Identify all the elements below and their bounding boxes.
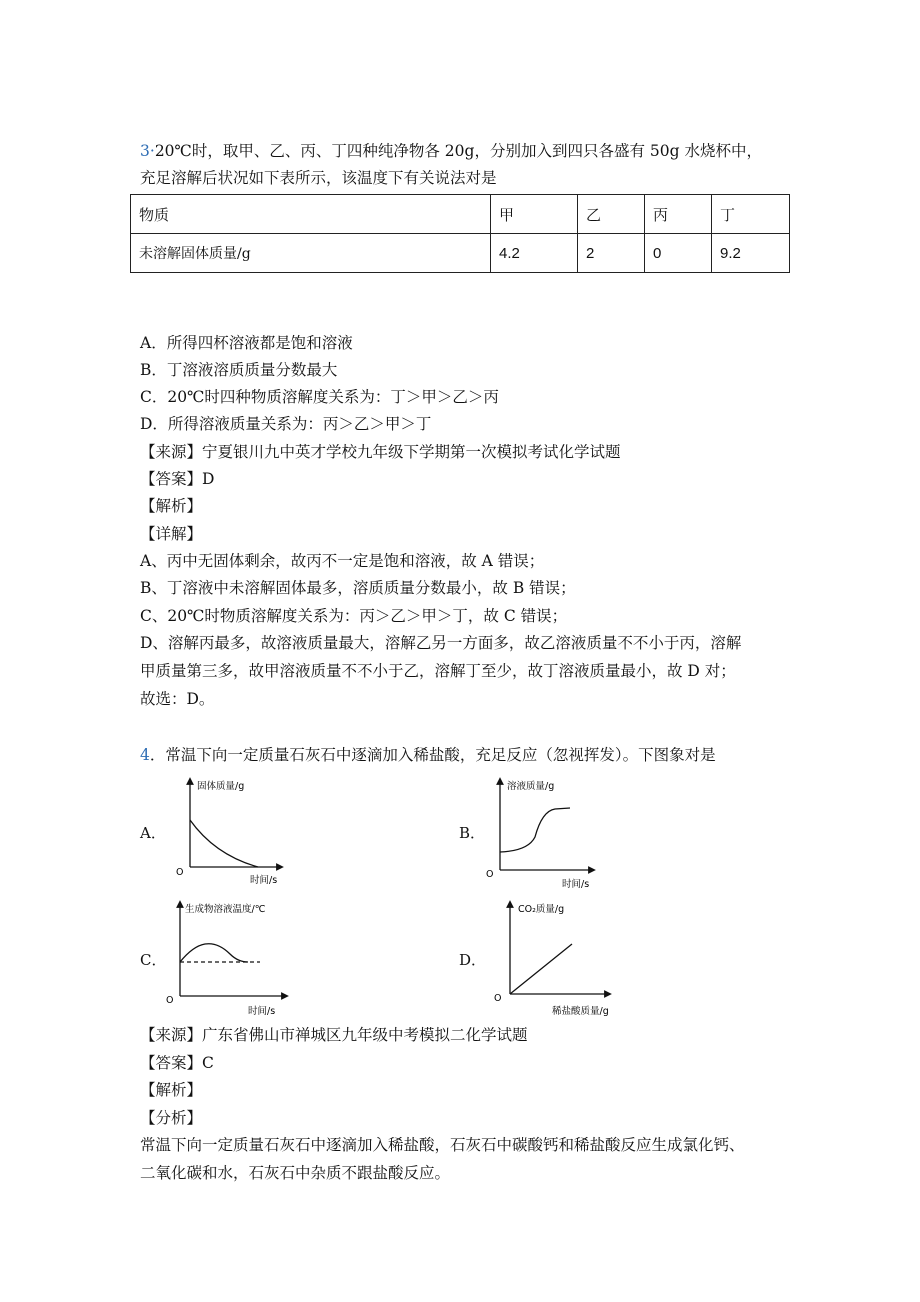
q3-stem-line2: 充足溶解后状况如下表所示，该温度下有关说法对是: [140, 169, 497, 187]
graph-d-origin: O: [494, 993, 502, 1004]
graph-a-label: A．: [140, 824, 166, 842]
q3-option-a: A．所得四杯溶液都是饱和溶液: [140, 334, 353, 352]
q3-option-b: B．丁溶液溶质质量分数最大: [140, 361, 338, 379]
q3-table: [130, 194, 790, 273]
graph-d-label: D．: [459, 951, 487, 969]
graph-d-line: [510, 944, 572, 994]
graph-c-curve: [180, 944, 248, 962]
q3-analysis-heading: 【解析】: [140, 497, 203, 515]
table-cell: 未溶解固体质量/g: [131, 234, 491, 273]
q4-stem-text: ．常温下向一定质量石灰石中逐滴加入稀盐酸，充足反应（忽视挥发）。下图象对是: [149, 746, 716, 764]
graph-c-ylabel: 生成物溶液温度/℃: [185, 904, 266, 915]
table-cell: 乙: [578, 195, 645, 234]
graph-c-label: C．: [140, 951, 167, 969]
q4-fenxi-heading: 【分析】: [140, 1109, 203, 1127]
table-cell: 0: [645, 234, 712, 273]
q4-analysis-heading: 【解析】: [140, 1081, 203, 1099]
graph-a-ylabel: 固体质量/g: [197, 781, 245, 792]
q4-answer: 【答案】C: [140, 1054, 214, 1072]
table-cell: 9.2: [712, 234, 790, 273]
table-row: [131, 195, 790, 234]
q3-stem-text: 20℃时，取甲、乙、丙、丁四种纯净物各 20g，分别加入到四只各盛有 50g 水烧杯中，: [154, 142, 762, 160]
graph-a-curve: [190, 820, 258, 867]
graph-c: [160, 898, 300, 1022]
q3-explain-4: D、溶解丙最多，故溶液质量最大，溶解乙另一方面多，故乙溶液质量不不小于丙，溶解: [140, 634, 742, 652]
table-cell: 甲: [491, 195, 578, 234]
table-cell: 物质: [131, 195, 491, 234]
q3-explain-2: B、丁溶液中未溶解固体最多，溶质质量分数最小，故 B 错误；: [140, 579, 576, 597]
q4-explain-2: 二氧化碳和水，石灰石中杂质不跟盐酸反应。: [140, 1164, 451, 1182]
graph-b: [480, 775, 600, 899]
graph-a-origin: O: [176, 867, 184, 878]
q3-stem-line1: [140, 141, 762, 161]
q4-number: 4: [140, 746, 150, 764]
q3-source: 【来源】宁夏银川九中英才学校九年级下学期第一次模拟考试化学试题: [140, 443, 621, 461]
graph-c-origin: O: [166, 995, 174, 1006]
q3-explain-3: C、20℃时物质溶解度关系为：丙＞乙＞甲＞丁，故 C 错误；: [140, 607, 568, 625]
q4-source: 【来源】广东省佛山市禅城区九年级中考模拟二化学试题: [140, 1026, 528, 1044]
graph-b-curve: [500, 808, 570, 852]
q3-option-c: C．20℃时四种物质溶解度关系为：丁＞甲＞乙＞丙: [140, 388, 499, 406]
table-row: [131, 234, 790, 273]
table-cell: 丁: [712, 195, 790, 234]
graph-c-xlabel: 时间/s: [248, 1006, 276, 1017]
graph-b-label: B．: [459, 824, 486, 842]
q3-detail-heading: 【详解】: [140, 525, 203, 543]
q3-answer: 【答案】D: [140, 470, 215, 488]
table-cell: 2: [578, 234, 645, 273]
graph-b-xlabel: 时间/s: [562, 879, 590, 890]
graph-d: [480, 898, 625, 1024]
graph-b-origin: O: [486, 869, 494, 880]
q3-option-d: D．所得溶液质量关系为：丙＞乙＞甲＞丁: [140, 415, 432, 433]
q4-explain-1: 常温下向一定质量石灰石中逐滴加入稀盐酸，石灰石中碳酸钙和稀盐酸反应生成氯化钙、: [140, 1136, 745, 1154]
graph-a: [170, 775, 290, 894]
table-cell: 丙: [645, 195, 712, 234]
table-cell: 4.2: [491, 234, 578, 273]
graph-d-xlabel: 稀盐酸质量/g: [552, 1006, 609, 1017]
q3-separator: ·: [149, 142, 155, 160]
q3-explain-1: A、丙中无固体剩余，故丙不一定是饱和溶液，故 A 错误；: [140, 552, 545, 570]
graph-a-xlabel: 时间/s: [250, 875, 278, 886]
graph-d-ylabel: CO₂质量/g: [518, 904, 565, 915]
q3-number: 3: [140, 142, 150, 160]
graph-b-ylabel: 溶液质量/g: [507, 781, 555, 792]
q3-explain-6: 故选：D。: [140, 690, 215, 708]
q4-stem: [140, 745, 716, 765]
q3-explain-5: 甲质量第三多，故甲溶液质量不不小于乙，溶解丁至少，故丁溶液质量最小，故 D 对；: [140, 662, 736, 680]
